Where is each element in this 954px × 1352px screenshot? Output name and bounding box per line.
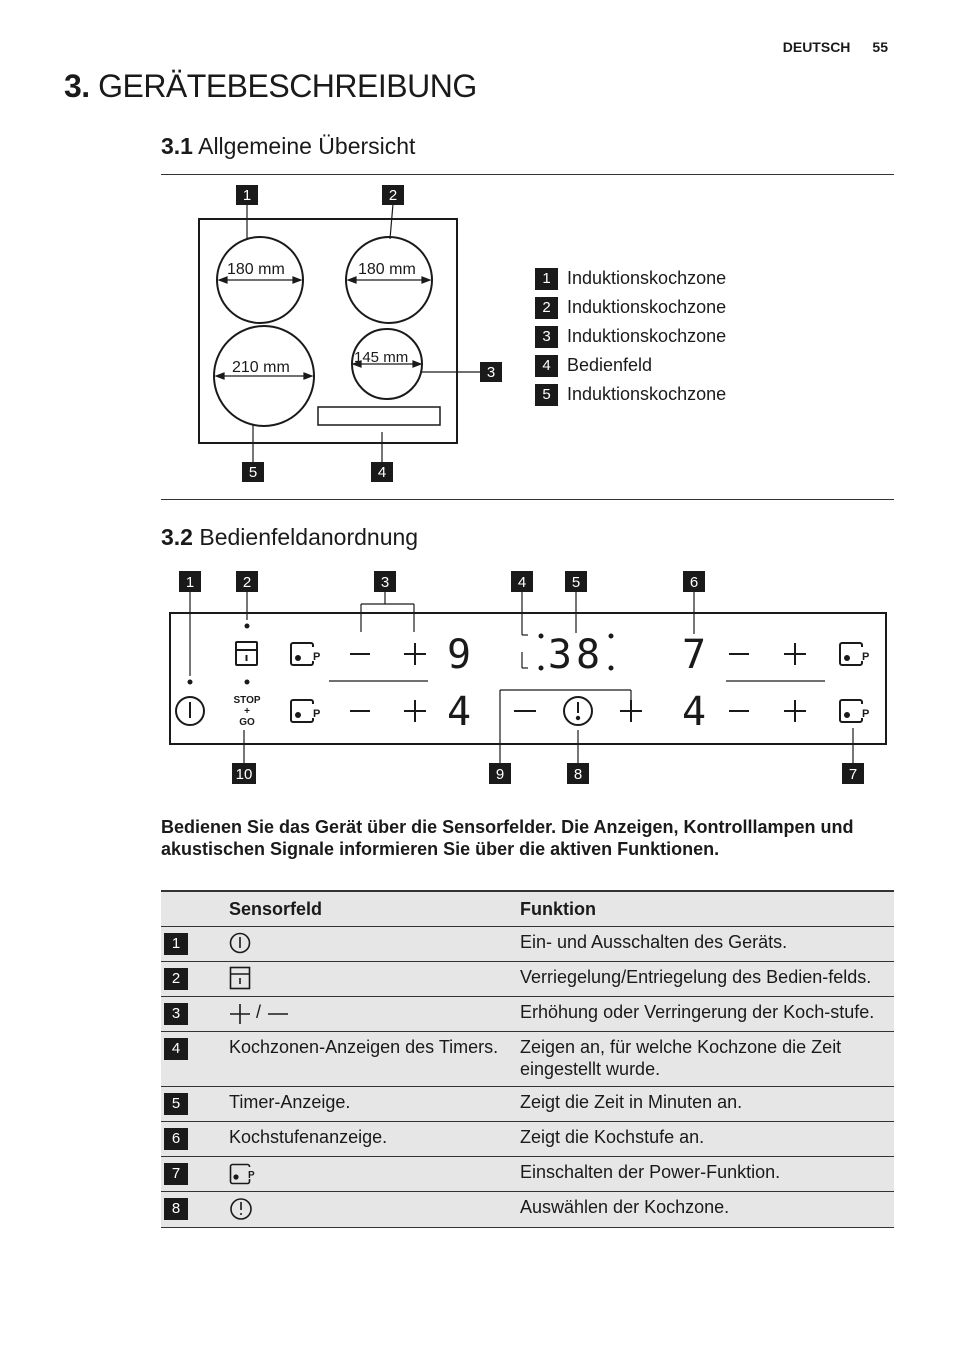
panel-callout-6: 6 (689, 574, 699, 591)
table-row (161, 1192, 894, 1227)
legend-text: Bedienfeld (567, 355, 653, 375)
panel-callout-1: 1 (185, 574, 195, 591)
panel-callout-4: 4 (517, 574, 527, 591)
hob-overview-diagram (190, 180, 520, 490)
zone-2-size: 180 mm (358, 261, 416, 278)
svg-text:P: P (313, 651, 321, 663)
row-badge: 8 (164, 1198, 188, 1220)
row-function: Verriegelung/Entriegelung des Bedien-felds. (520, 962, 894, 997)
power-button (176, 697, 204, 725)
callout-3: 3 (486, 364, 496, 381)
lock-button (236, 642, 257, 665)
panel-callout-2: 2 (242, 574, 252, 591)
page-header (783, 39, 888, 55)
header-sensorfeld: Sensorfeld (229, 891, 520, 927)
legend-badge: 1 (535, 268, 558, 290)
table-row (161, 962, 894, 997)
power-function-icon (229, 1163, 259, 1185)
heat-display-1: 9 (446, 632, 472, 678)
row-function: Zeigt die Zeit in Minuten an. (520, 1087, 894, 1122)
minus-icon (266, 1003, 290, 1025)
svg-text:GO: GO (239, 717, 255, 728)
header-funktion: Funktion (520, 891, 894, 927)
section-1-text: Allgemeine Übersicht (198, 133, 416, 159)
page-number: 55 (872, 39, 888, 55)
heat-display-2: 4 (446, 689, 472, 735)
legend-item (535, 264, 726, 293)
panel-callout-3: 3 (380, 574, 390, 591)
legend-item (535, 380, 726, 409)
svg-text:P: P (248, 1169, 255, 1181)
panel-callout-7: 7 (848, 766, 858, 783)
zone-select-icon (229, 1197, 253, 1221)
stop-go-button (233, 695, 260, 728)
table-header (161, 891, 894, 927)
row-function: Zeigt die Kochstufe an. (520, 1122, 894, 1157)
row-function: Zeigen an, für welche Kochzone die Zeit eingestellt wurde. (520, 1032, 894, 1087)
svg-text:P: P (862, 708, 870, 720)
table-row (161, 1122, 894, 1157)
section-1-title (161, 133, 415, 160)
chapter-number: 3. (64, 68, 90, 104)
heat-display-3: 7 (681, 632, 707, 678)
callout-1: 1 (242, 187, 252, 204)
svg-text:+: + (244, 706, 250, 717)
lock-icon (229, 966, 251, 990)
panel-callout-10: 10 (235, 766, 253, 783)
plus-minus-separator: / (251, 1002, 267, 1023)
row-function: Einschalten der Power-Funktion. (520, 1157, 894, 1192)
chapter-title (64, 68, 477, 105)
legend-item (535, 293, 726, 322)
row-badge: 6 (164, 1128, 188, 1150)
chapter-text: GERÄTEBESCHREIBUNG (98, 68, 477, 104)
overview-legend (535, 264, 726, 409)
zone-select-button (564, 697, 592, 725)
intro-text: Bedienen Sie das Gerät über die Sensorfelder. Die Anzeigen, Kontrolllampen und akustischen Signale informieren Sie über die aktiven Funktionen. (161, 817, 854, 859)
row-badge: 5 (164, 1093, 188, 1115)
section-2-text: Bedienfeldanordnung (199, 524, 419, 550)
callout-4: 4 (377, 464, 387, 481)
table-row (161, 1032, 894, 1087)
panel-callout-8: 8 (573, 766, 583, 783)
legend-badge: 4 (535, 355, 558, 377)
row-function: Ein- und Ausschalten des Geräts. (520, 927, 894, 962)
row-function: Auswählen der Kochzone. (520, 1192, 894, 1227)
row-badge: 3 (164, 1003, 188, 1025)
panel-frame (170, 613, 886, 744)
legend-item (535, 351, 726, 380)
row-sensor: Timer-Anzeige. (229, 1087, 520, 1122)
callout-2: 2 (388, 187, 398, 204)
legend-item (535, 322, 726, 351)
table-row (161, 1087, 894, 1122)
table-row (161, 927, 894, 962)
power-icon (229, 932, 251, 954)
section-1-number: 3.1 (161, 133, 193, 159)
zone-5-size: 210 mm (232, 359, 290, 376)
legend-text: Induktionskochzone (567, 268, 727, 288)
plus-icon (229, 1003, 251, 1025)
row-sensor: Kochstufenanzeige. (229, 1122, 520, 1157)
zone-3-size: 145 mm (354, 349, 409, 366)
legend-text: Induktionskochzone (567, 297, 727, 317)
row-badge: 2 (164, 968, 188, 990)
svg-text:STOP: STOP (233, 695, 261, 706)
legend-badge: 2 (535, 297, 558, 319)
svg-text:P: P (313, 708, 321, 720)
heat-display-4: 4 (681, 689, 707, 735)
control-panel-diagram (160, 565, 895, 790)
table-row (161, 997, 894, 1032)
row-function: Erhöhung oder Verringerung der Koch-stufe. (520, 997, 894, 1032)
row-badge: 1 (164, 933, 188, 955)
function-table (161, 890, 894, 1228)
legend-text: Induktionskochzone (567, 326, 727, 346)
legend-badge: 5 (535, 384, 558, 406)
section-2-title (161, 524, 418, 551)
panel-callout-9: 9 (495, 766, 505, 783)
legend-text: Induktionskochzone (567, 384, 727, 404)
svg-text:P: P (862, 651, 870, 663)
control-panel-rect (318, 407, 440, 425)
section-2-number: 3.2 (161, 524, 193, 550)
callout-5: 5 (248, 464, 258, 481)
timer-display: 38 (547, 632, 605, 678)
row-badge: 4 (164, 1038, 188, 1060)
zone-1-size: 180 mm (227, 261, 285, 278)
hob-outline (199, 219, 457, 443)
panel-callout-5: 5 (571, 574, 581, 591)
row-sensor: Kochzonen-Anzeigen des Timers. (229, 1032, 520, 1087)
rule-top-2 (161, 499, 894, 500)
rule-top-1 (161, 174, 894, 175)
language-label: DEUTSCH (782, 39, 851, 55)
table-row (161, 1157, 894, 1192)
row-badge: 7 (164, 1163, 188, 1185)
legend-badge: 3 (535, 326, 558, 348)
